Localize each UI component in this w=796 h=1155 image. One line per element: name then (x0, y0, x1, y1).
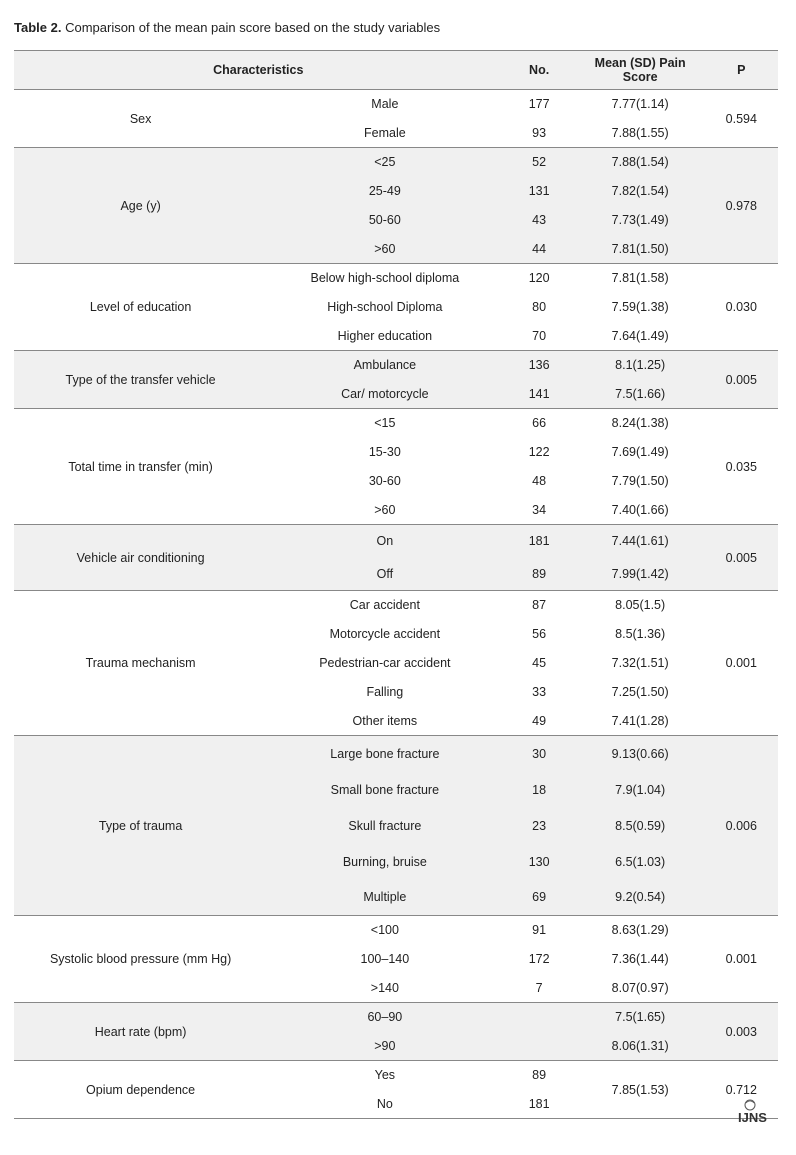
mean-cell: 8.1(1.25) (576, 351, 705, 380)
subgroup-label: <25 (267, 148, 502, 177)
count-cell: 30 (503, 736, 576, 772)
mean-cell: 6.5(1.03) (576, 844, 705, 880)
mean-cell: 7.5(1.65) (576, 1003, 705, 1032)
mean-cell: 7.64(1.49) (576, 322, 705, 351)
table-row (14, 351, 778, 380)
mean-cell: 7.88(1.55) (576, 119, 705, 148)
subgroup-label: Skull fracture (267, 808, 502, 844)
subgroup-label: 100–140 (360, 952, 410, 966)
mean-cell: 9.2(0.54) (576, 880, 705, 916)
p-value-cell: 0.005 (705, 525, 778, 591)
group-0 (14, 90, 778, 148)
mean-cell: 7.82(1.54) (576, 177, 705, 206)
p-value-cell: 0.035 (705, 409, 778, 525)
mean-cell: 8.24(1.38) (611, 416, 669, 431)
table-row (14, 1003, 778, 1032)
mean-cell: 7.77(1.14) (611, 97, 669, 112)
mean-cell: 7.88(1.54) (576, 148, 705, 177)
header-characteristics: Characteristics (14, 51, 503, 90)
subgroup-label: High-school Diploma (327, 300, 443, 314)
subgroup-label: 25-49 (267, 177, 502, 206)
count-cell: 80 (532, 300, 547, 314)
caption-label: Table 2. (14, 20, 62, 35)
count-cell: 122 (528, 445, 550, 459)
header-no: No. (503, 51, 576, 90)
count-cell: 44 (503, 235, 576, 264)
table-row (14, 264, 778, 293)
count-cell: 87 (532, 598, 547, 613)
mean-cell: 7.44(1.61) (576, 525, 705, 558)
p-value-cell: 0.712 (705, 1061, 778, 1119)
group-2 (14, 264, 778, 351)
group-9 (14, 1003, 778, 1061)
subgroup-label: 15-30 (368, 445, 401, 459)
subgroup-label: Female (267, 119, 502, 148)
subgroup-label: On (267, 525, 502, 558)
characteristic-name: Trauma mechanism (14, 591, 267, 736)
count-cell: 48 (532, 474, 547, 488)
count-cell: 49 (503, 707, 576, 736)
p-value-cell: 0.001 (705, 591, 778, 736)
subgroup-label: Car/ motorcycle (267, 380, 502, 409)
subgroup-label: 50-60 (267, 206, 502, 235)
count-cell (503, 1032, 576, 1061)
p-value-cell: 0.006 (705, 736, 778, 916)
subgroup-label: Motorcycle accident (329, 627, 441, 641)
mean-cell: 8.5(0.59) (576, 808, 705, 844)
count-cell: 177 (528, 97, 550, 112)
count-cell: 131 (503, 177, 576, 206)
p-value-cell: 0.030 (705, 264, 778, 351)
group-1 (14, 148, 778, 264)
mean-cell: 8.5(1.36) (615, 627, 666, 641)
subgroup-label: Yes (374, 1068, 396, 1083)
mean-cell: 7.85(1.53) (576, 1061, 705, 1119)
count-cell: 52 (503, 148, 576, 177)
subgroup-label: 30-60 (368, 474, 401, 488)
subgroup-label: >90 (267, 1032, 502, 1061)
count-cell: 93 (503, 119, 576, 148)
p-value-cell: 0.978 (705, 148, 778, 264)
count-cell: 130 (503, 844, 576, 880)
count-cell: 181 (503, 525, 576, 558)
mean-cell: 7.41(1.28) (576, 707, 705, 736)
count-cell: 141 (503, 380, 576, 409)
characteristic-name: Total time in transfer (min) (14, 409, 267, 525)
count-cell: 89 (503, 558, 576, 591)
mean-cell: 7.73(1.49) (576, 206, 705, 235)
count-cell: 34 (503, 496, 576, 525)
mean-cell: 7.9(1.04) (576, 772, 705, 808)
table-row (14, 90, 778, 119)
subgroup-label: Male (371, 97, 399, 112)
mean-cell: 7.79(1.50) (611, 474, 669, 488)
characteristic-name: Type of trauma (14, 736, 267, 916)
group-7 (14, 736, 778, 916)
characteristic-name: Heart rate (bpm) (14, 1003, 267, 1061)
count-cell: 70 (503, 322, 576, 351)
count-cell: 89 (532, 1068, 547, 1083)
p-value-cell: 0.005 (705, 351, 778, 409)
subgroup-label: Small bone fracture (267, 772, 502, 808)
count-cell: 172 (528, 952, 550, 966)
subgroup-label: Ambulance (267, 351, 502, 380)
subgroup-label: Pedestrian-car accident (319, 656, 451, 670)
characteristic-name: Age (y) (14, 148, 267, 264)
mean-cell: 7.69(1.49) (611, 445, 669, 459)
mean-cell: 8.06(1.31) (576, 1032, 705, 1061)
mean-cell: 7.5(1.66) (576, 380, 705, 409)
header-row (14, 51, 778, 90)
characteristic-name: Level of education (14, 264, 267, 351)
subgroup-label: Off (267, 558, 502, 591)
count-cell: 45 (532, 656, 547, 670)
mean-cell: 7.36(1.44) (611, 952, 669, 966)
header-p: P (705, 51, 778, 90)
subgroup-label: 60–90 (267, 1003, 502, 1032)
count-cell: 91 (532, 923, 547, 938)
subgroup-label: Falling (366, 685, 404, 699)
count-cell: 23 (503, 808, 576, 844)
table-caption (14, 20, 440, 35)
characteristic-name: Vehicle air conditioning (14, 525, 267, 591)
characteristic-name: Type of the transfer vehicle (14, 351, 267, 409)
subgroup-label: Other items (267, 707, 502, 736)
mean-cell: 8.07(0.97) (576, 974, 705, 1003)
subgroup-label: >60 (267, 235, 502, 264)
table-row (14, 1061, 778, 1090)
group-10 (14, 1061, 778, 1119)
mean-cell: 7.25(1.50) (611, 685, 669, 699)
count-cell (503, 1003, 576, 1032)
mean-cell: 7.59(1.38) (611, 300, 669, 314)
mean-cell: 7.99(1.42) (576, 558, 705, 591)
table-row (14, 148, 778, 177)
count-cell: 120 (528, 271, 550, 286)
caption-text: Comparison of the mean pain score based on the study variables (65, 20, 441, 35)
characteristic-name: Sex (14, 90, 267, 148)
p-value-cell: 0.003 (705, 1003, 778, 1061)
mean-cell: 9.13(0.66) (576, 736, 705, 772)
logo-text: IJNS (738, 1110, 767, 1124)
table-row (14, 525, 778, 558)
subgroup-label: No (267, 1090, 502, 1119)
table-row (14, 409, 778, 438)
mean-cell: 8.63(1.29) (611, 923, 669, 938)
subgroup-label: Higher education (267, 322, 502, 351)
mean-cell: 7.32(1.51) (611, 656, 669, 670)
group-8 (14, 916, 778, 1003)
subgroup-label: Burning, bruise (267, 844, 502, 880)
mean-cell: 8.05(1.5) (615, 598, 666, 613)
results-table (14, 50, 778, 1119)
characteristic-name: Systolic blood pressure (mm Hg) (14, 916, 267, 1003)
subgroup-label: >140 (267, 974, 502, 1003)
table-row (14, 591, 778, 620)
table-row (14, 916, 778, 945)
count-cell: 43 (503, 206, 576, 235)
subgroup-label: <15 (374, 416, 396, 431)
count-cell: 56 (532, 627, 547, 641)
count-cell: 18 (503, 772, 576, 808)
group-5 (14, 525, 778, 591)
p-value-cell: 0.594 (705, 90, 778, 148)
group-3 (14, 351, 778, 409)
count-cell: 136 (503, 351, 576, 380)
count-cell: 69 (503, 880, 576, 916)
count-cell: 33 (532, 685, 547, 699)
subgroup-label: Car accident (349, 598, 420, 613)
mean-cell: 7.81(1.58) (611, 271, 669, 286)
p-value-cell: 0.001 (705, 916, 778, 1003)
journal-logo (736, 1098, 780, 1124)
subgroup-label: Large bone fracture (267, 736, 502, 772)
header-mean: Mean (SD) Pain Score (576, 51, 705, 90)
table-row (14, 736, 778, 772)
mean-cell: 7.81(1.50) (576, 235, 705, 264)
subgroup-label: Multiple (267, 880, 502, 916)
subgroup-label: >60 (267, 496, 502, 525)
group-6 (14, 591, 778, 736)
characteristic-name: Opium dependence (14, 1061, 267, 1119)
subgroup-label: Below high-school diploma (310, 271, 460, 286)
subgroup-label: <100 (370, 923, 399, 938)
count-cell: 66 (532, 416, 547, 431)
mean-cell: 7.40(1.66) (576, 496, 705, 525)
group-4 (14, 409, 778, 525)
count-cell: 181 (503, 1090, 576, 1119)
count-cell: 7 (503, 974, 576, 1003)
